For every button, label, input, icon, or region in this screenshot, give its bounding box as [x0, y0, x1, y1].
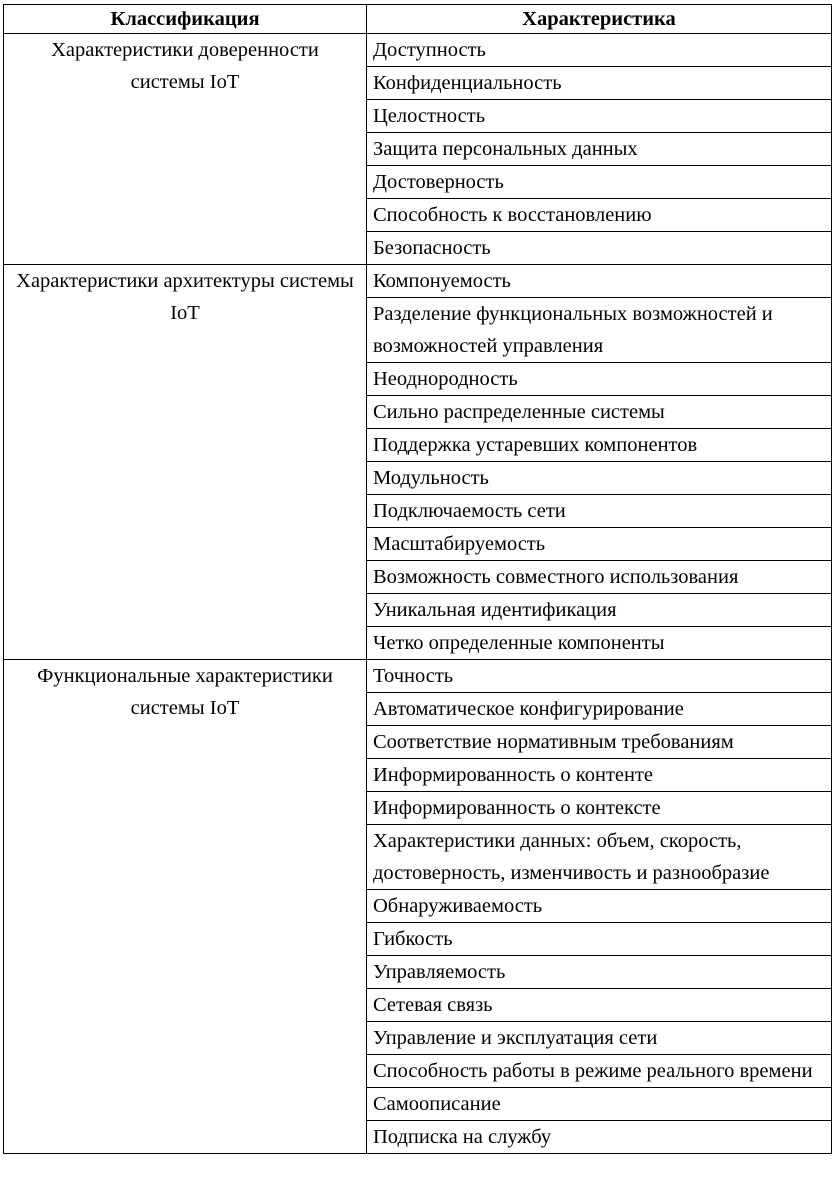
- table-cell: Управление и эксплуатация сети: [367, 1022, 832, 1055]
- group-architecture: [4, 265, 832, 660]
- table-cell: Подписка на службу: [367, 1121, 832, 1154]
- header-row: [4, 5, 832, 34]
- table-cell: Соответствие нормативным требованиям: [367, 726, 832, 759]
- header-characteristic: Характеристика: [367, 5, 832, 34]
- table-cell: Масштабируемость: [367, 528, 832, 561]
- table-cell: Поддержка устаревших компонентов: [367, 429, 832, 462]
- table-cell: Модульность: [367, 462, 832, 495]
- group-title-functional: Функциональные характеристики системы IoT: [4, 660, 367, 1154]
- table-row: [4, 265, 832, 298]
- table-cell: Уникальная идентификация: [367, 594, 832, 627]
- iot-characteristics-table: [3, 4, 832, 1154]
- table-cell: Сетевая связь: [367, 989, 832, 1022]
- table-cell: Разделение функциональных возможностей и возможностей управления: [367, 298, 832, 363]
- table-cell: Способность к восстановлению: [367, 199, 832, 232]
- table-cell: Неоднородность: [367, 363, 832, 396]
- table-cell: Информированность о контексте: [367, 792, 832, 825]
- table-cell: Самоописание: [367, 1088, 832, 1121]
- table-cell: Управляемость: [367, 956, 832, 989]
- group-trust: [4, 34, 832, 265]
- table-cell: Защита персональных данных: [367, 133, 832, 166]
- table-cell: Целостность: [367, 100, 832, 133]
- table-cell: Гибкость: [367, 923, 832, 956]
- group-title-architecture: Характеристики архитектуры системы IoT: [4, 265, 367, 660]
- table-cell: Возможность совместного использования: [367, 561, 832, 594]
- table-cell: Сильно распределенные системы: [367, 396, 832, 429]
- table-cell: Четко определенные компоненты: [367, 627, 832, 660]
- table-cell: Подключаемость сети: [367, 495, 832, 528]
- header-classification: Классификация: [4, 5, 367, 34]
- table-row: [4, 660, 832, 693]
- group-functional: [4, 660, 832, 1154]
- table-cell: Автоматическое конфигурирование: [367, 693, 832, 726]
- table-cell: Способность работы в режиме реального времени: [367, 1055, 832, 1088]
- table-cell: Точность: [367, 660, 832, 693]
- table-cell: Компонуемость: [367, 265, 832, 298]
- table-cell: Обнаруживаемость: [367, 890, 832, 923]
- table-cell: Характеристики данных: объем, скорость, достоверность, изменчивость и разнообразие: [367, 825, 832, 890]
- table-cell: Доступность: [367, 34, 832, 67]
- table-cell: Безопасность: [367, 232, 832, 265]
- table-cell: Конфиденциальность: [367, 67, 832, 100]
- table-cell: Достоверность: [367, 166, 832, 199]
- table-cell: Информированность о контенте: [367, 759, 832, 792]
- group-title-trust: Характеристики доверенности системы IoT: [4, 34, 367, 265]
- table-row: [4, 34, 832, 67]
